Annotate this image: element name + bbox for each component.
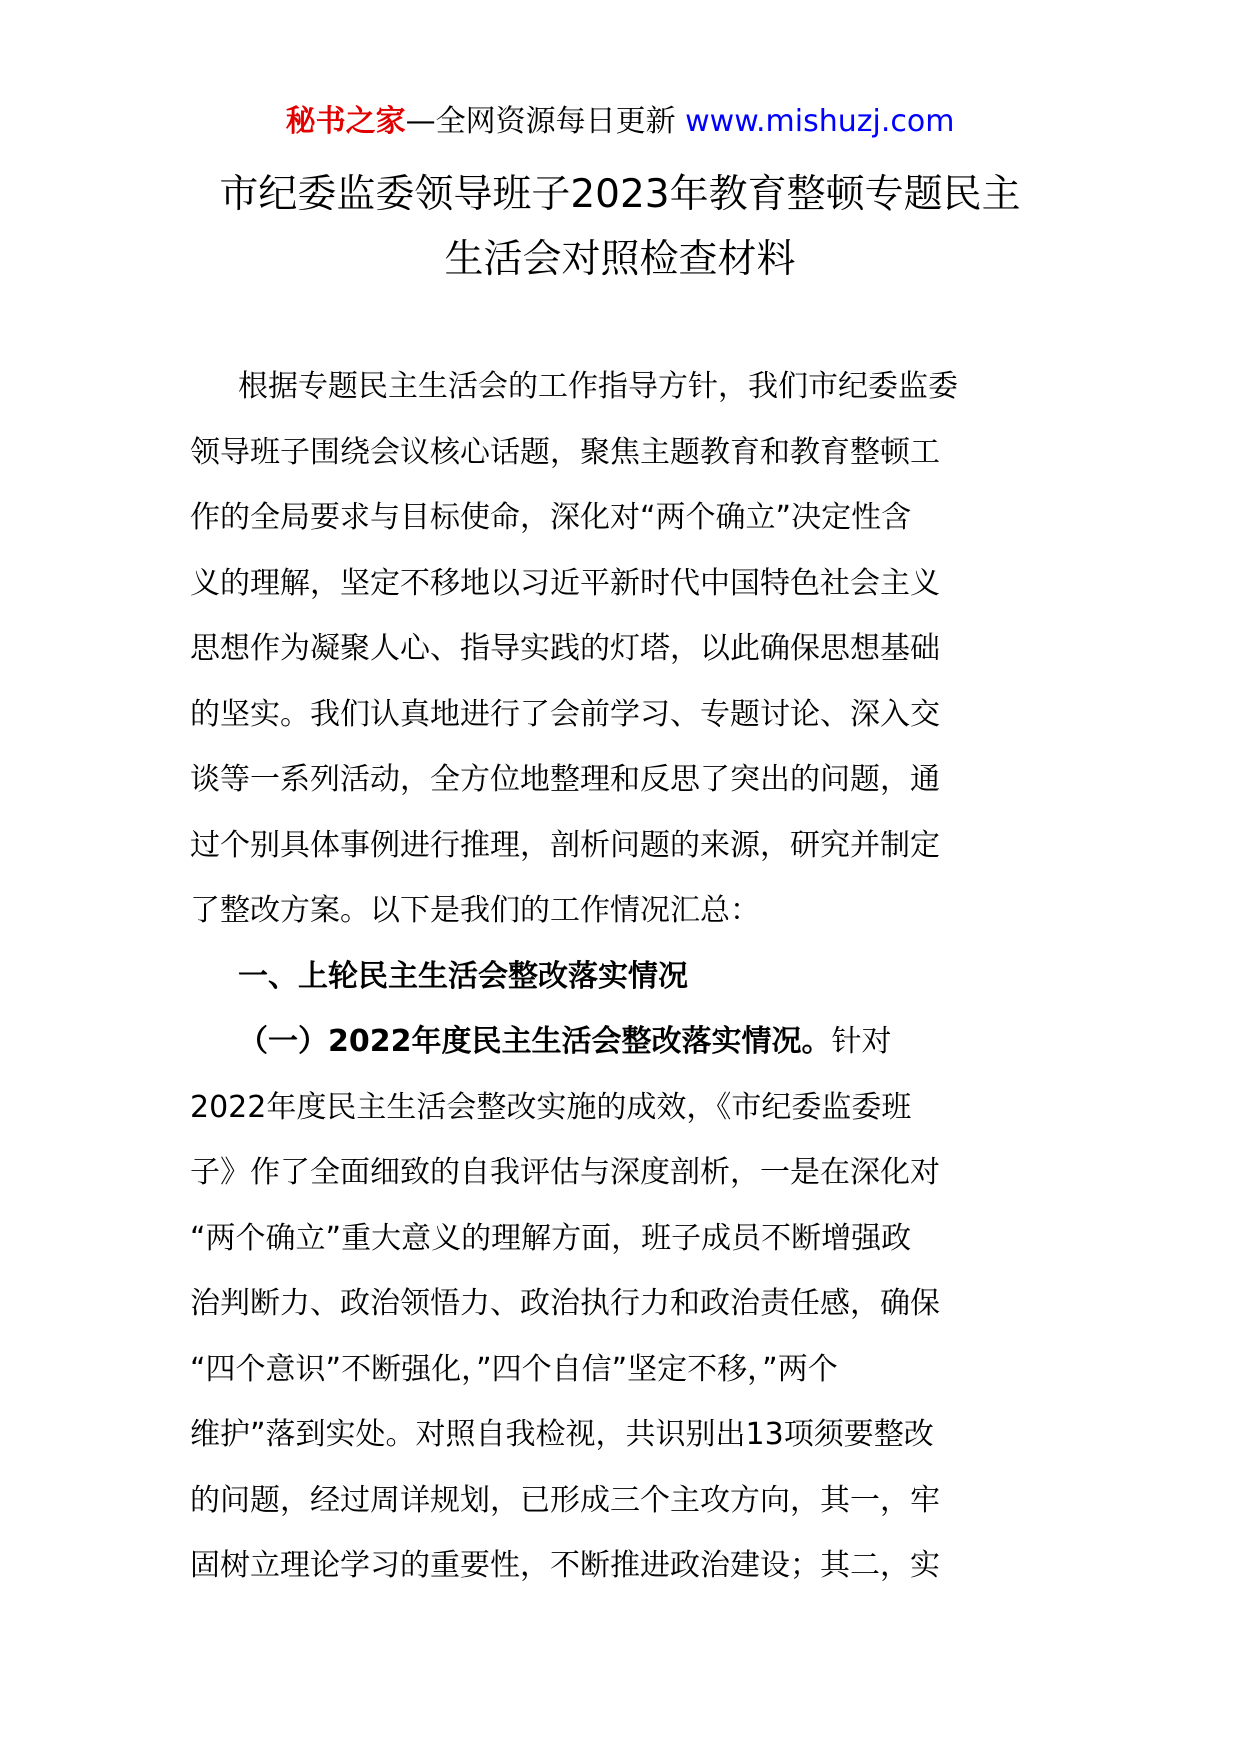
document-title	[100, 162, 1140, 292]
body-line: “四个意识”不断强化，”四个自信”坚定不移，”两个	[190, 1351, 838, 1387]
title-line-2: 生活会对照检查材料	[444, 237, 796, 282]
document-body	[190, 354, 1050, 1599]
body-line: 固树立理论学习的重要性，不断推进政治建设；其二，实	[190, 1548, 940, 1583]
body-line: 领导班子围绕会议核心话题，聚焦主题教育和教育整顿工	[190, 434, 940, 470]
body-line: 根据专题民主生活会的工作指导方针，我们市纪委监委	[238, 369, 958, 404]
body-line: 维护”落到实处。对照自我检视，共识别出13项须要整改	[190, 1417, 934, 1452]
body-line: “两个确立”重大意义的理解方面，班子成员不断增强政	[190, 1220, 912, 1256]
brand-name: 秘书之家	[285, 104, 406, 139]
body-line: 治判断力、政治领悟力、政治执行力和政治责任感，确保	[190, 1286, 940, 1321]
body-line: 子》作了全面细致的自我评估与深度剖析，一是在深化对	[190, 1155, 940, 1190]
subsection-first-line	[190, 1009, 1050, 1075]
body-line: 的坚实。我们认真地进行了会前学习、专题讨论、深入交	[190, 696, 940, 732]
body-line: 作的全局要求与目标使命，深化对“两个确立”决定性含	[190, 500, 912, 535]
subsection-heading-1: （一）2022年度民主生活会整改落实情况。	[238, 1024, 832, 1059]
site-url-link[interactable]: www.mishuzj.com	[685, 104, 955, 139]
section-heading-1: 一、上轮民主生活会整改落实情况	[238, 958, 688, 994]
header-tagline: —全网资源每日更新	[405, 104, 686, 139]
body-line: 义的理解，坚定不移地以习近平新时代中国特色社会主义	[190, 565, 940, 601]
body-line: 2022年度民主生活会整改实施的成效，《市纪委监委班	[190, 1089, 912, 1125]
body-line: 过个别具体事例进行推理，剖析问题的来源，研究并制定	[190, 827, 940, 863]
body-line: 思想作为凝聚人心、指导实践的灯塔，以此确保思想基础	[190, 631, 940, 666]
title-line-1: 市纪委监委领导班子2023年教育整顿专题民主	[219, 172, 1021, 217]
subsection-first-line-tail: 针对	[831, 1024, 892, 1059]
body-line: 谈等一系列活动，全方位地整理和反思了突出的问题，通	[190, 762, 940, 797]
site-header	[0, 100, 1240, 144]
body-line: 了整改方案。以下是我们的工作情况汇总：	[190, 893, 760, 928]
body-line: 的问题，经过周详规划，已形成三个主攻方向，其一，牢	[190, 1482, 940, 1518]
